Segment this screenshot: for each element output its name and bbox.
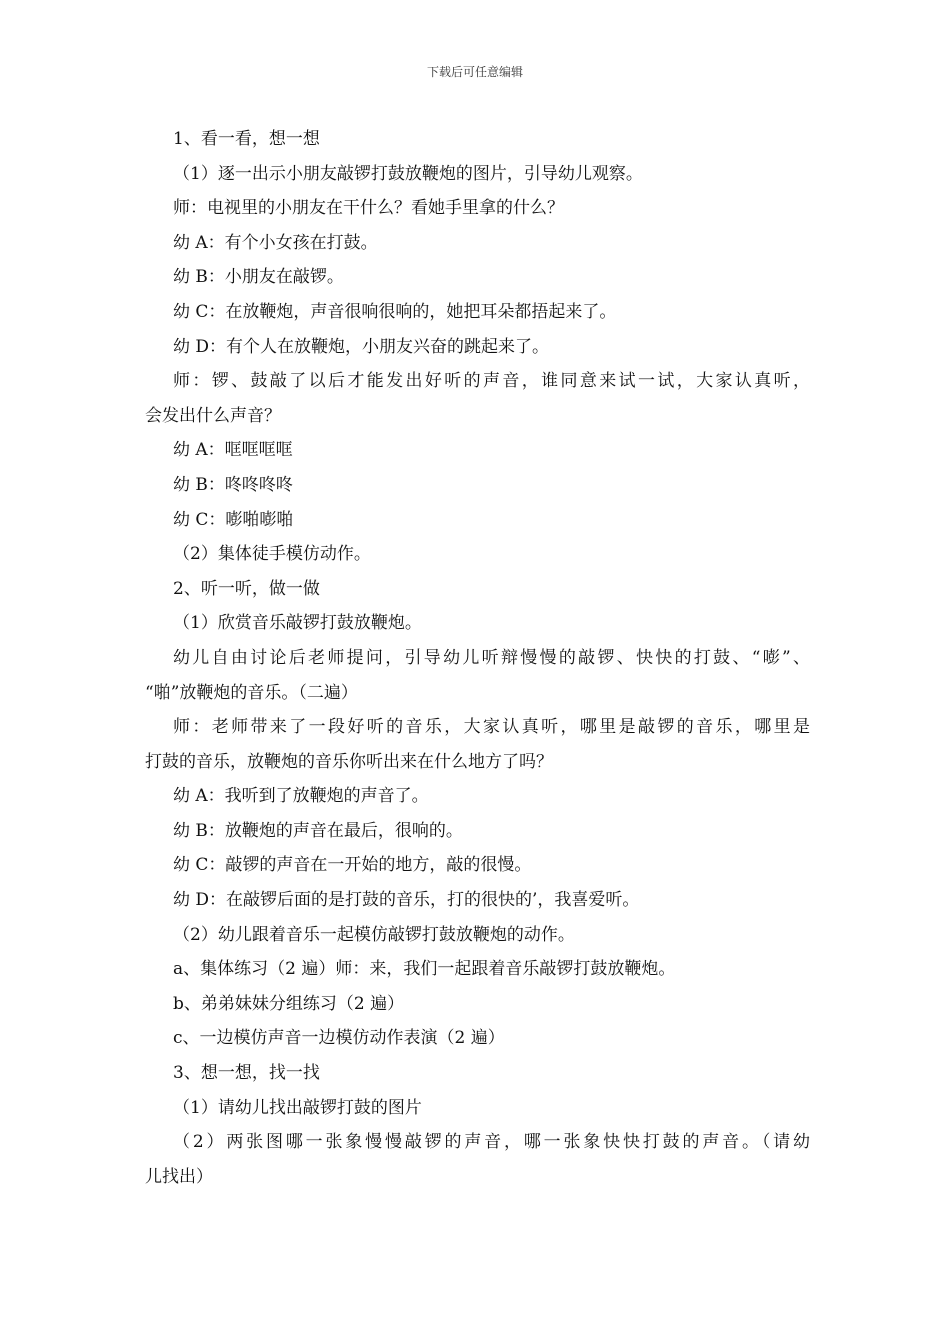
text-line: 幼 C：在放鞭炮，声音很响很响的，她把耳朵都捂起来了。 — [173, 301, 617, 322]
text-line: 幼 C：嘭啪嘭啪 — [173, 509, 294, 530]
text-line: a、集体练习（2 遍）师：来，我们一起跟着音乐敲锣打鼓放鞭炮。 — [173, 959, 676, 980]
text-line: c、一边模仿声音一边模仿动作表演（2 遍） — [173, 1028, 505, 1049]
text-line: （1）请幼儿找出敲锣打鼓的图片 — [173, 1097, 422, 1118]
text-line: “啪”放鞭炮的音乐。（二遍） — [145, 682, 358, 703]
text-line: 2、听一听，做一做 — [173, 578, 320, 599]
text-line: 幼 A：有个小女孩在打鼓。 — [173, 232, 378, 253]
text-line: 幼 B：小朋友在敲锣。 — [173, 267, 344, 288]
text-line: 儿找出） — [145, 1166, 213, 1187]
text-line: 会发出什么声音？ — [145, 405, 281, 426]
text-line: 幼 B：放鞭炮的声音在最后，很响的。 — [173, 820, 463, 841]
page-header: 下载后可任意编辑 — [426, 65, 523, 79]
text-line: 1、看一看，想一想 — [173, 129, 320, 149]
text-line: 幼 D：有个人在放鞭炮，小朋友兴奋的跳起来了。 — [173, 336, 550, 357]
text-line: 幼儿自由讨论后老师提问，引导幼儿听辩慢慢的敲锣、快快的打鼓、“嘭”、 — [173, 647, 810, 668]
text-line: 3、想一想，找一找 — [173, 1063, 320, 1084]
text-line: （1）逐一出示小朋友敲锣打鼓放鞭炮的图片，引导幼儿观察。 — [173, 163, 643, 184]
text-line: 打鼓的音乐，放鞭炮的音乐你听出来在什么地方了吗？ — [145, 751, 553, 772]
text-line: 幼 D：在敲锣后面的是打鼓的音乐，打的很快的’，我喜爱听。 — [173, 890, 640, 911]
text-line: b、弟弟妹妹分组练习（2 遍） — [173, 993, 405, 1014]
text-line: （2）两张图哪一张象慢慢敲锣的声音，哪一张象快快打鼓的声音。（请幼 — [173, 1132, 810, 1153]
text-line: （2）幼儿跟着音乐一起模仿敲锣打鼓放鞭炮的动作。 — [173, 924, 575, 945]
text-line: 幼 A：我听到了放鞭炮的声音了。 — [173, 786, 429, 807]
text-line: 幼 B：咚咚咚咚 — [173, 474, 293, 495]
text-line: 师：电视里的小朋友在干什么？看她手里拿的什么？ — [173, 198, 564, 219]
text-line: （2）集体徒手模仿动作。 — [173, 544, 371, 565]
text-line: 师：锣、鼓敲了以后才能发出好听的声音，谁同意来试一试，大家认真听， — [173, 371, 810, 392]
text-line: 幼 A：哐哐哐哐 — [173, 440, 293, 461]
text-line: 师：老师带来了一段好听的音乐，大家认真听，哪里是敲锣的音乐，哪里是 — [173, 717, 810, 738]
document-body — [145, 122, 810, 1194]
text-line: （1）欣赏音乐敲锣打鼓放鞭炮。 — [173, 613, 422, 634]
text-line: 幼 C：敲锣的声音在一开始的地方，敲的很慢。 — [173, 855, 532, 876]
